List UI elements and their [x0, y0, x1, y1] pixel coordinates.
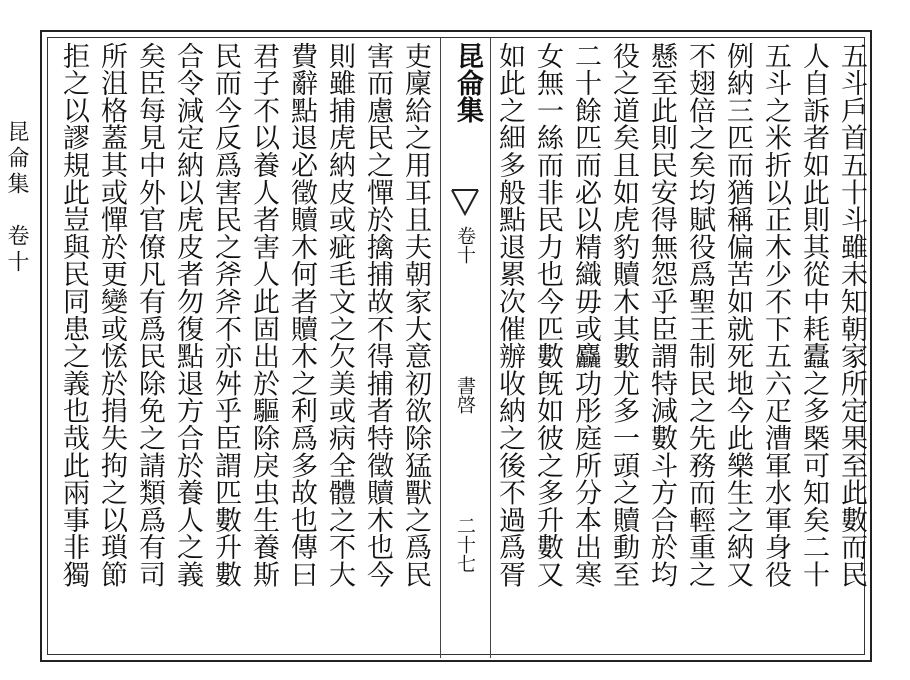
- text-column: 君子不以養人者害人此固出於驅除戾虫生養斯: [248, 42, 279, 588]
- text-column: 五斗之米折以正木少不下五六疋漕軍水軍身役: [760, 42, 791, 588]
- text-column: 不翅倍之矣均賦役爲聖王制民之先務而輕重之: [684, 42, 715, 588]
- fold-page-number: 二十七: [454, 516, 476, 573]
- text-column: 二十餘匹而必以精織毋或麤功彤庭所分本出寒: [570, 42, 601, 588]
- text-column: 矣臣每見中外官僚凡有爲民除免之請類爲有司: [134, 42, 165, 588]
- text-column: 例納三匹而猶稱偏苦如就死地今此樂生之納又: [722, 42, 753, 588]
- text-column: 合令減定納以虎皮者勿復點退方合於養人之義: [172, 42, 203, 588]
- text-column: 拒之以謬規此豈與民同患之義也哉此兩事非獨: [58, 42, 89, 588]
- text-column: 所沮格蓋其或憚於更變或恡於捐失拘之以瑣節: [96, 42, 127, 588]
- text-column: 吏廩給之用耳且夫朝家大意初欲除猛獸之爲民: [400, 42, 431, 588]
- text-column: 女無一絲而非民力也今匹數旣如彼之多升數又: [532, 42, 563, 588]
- fish-tail-mark-icon: [450, 188, 480, 218]
- fold-rule-left: [440, 38, 441, 658]
- text-column: 如此之細多般點退累次催辦收納之後不過爲胥: [494, 42, 525, 588]
- text-column: 費辭點退必徵贖木何者贖木之利爲多故也傳曰: [286, 42, 317, 588]
- text-column: 五斗戶首五十斗雖未知朝家所定果至此數而民: [836, 42, 867, 588]
- text-column: 害而慮民之憚於擒捕故不得捕者特徵贖木也今: [362, 42, 393, 588]
- text-column: 人自訴者如此則其從中耗蠹之多槩可知矣二十: [798, 42, 829, 588]
- center-fold: [440, 38, 490, 658]
- fold-rule-right: [490, 38, 491, 658]
- fold-volume: 卷十: [454, 226, 476, 264]
- text-column: 則雖捕虎納皮或疵毛文之欠美或病全體之不大: [324, 42, 355, 588]
- side-label: 昆侖集 卷十: [4, 120, 29, 276]
- text-column: 懸至此則民安得無怨乎臣謂特減數斗方合於均: [646, 42, 677, 588]
- fold-section: 書啓: [454, 376, 476, 414]
- text-column: 役之道矣且如虎豹贖木其數尤多一頭之贖動至: [608, 42, 639, 588]
- text-column: 民而今反爲害民之斧斧不亦舛乎臣謂匹數升數: [210, 42, 241, 588]
- fold-title: 昆侖集: [452, 42, 483, 123]
